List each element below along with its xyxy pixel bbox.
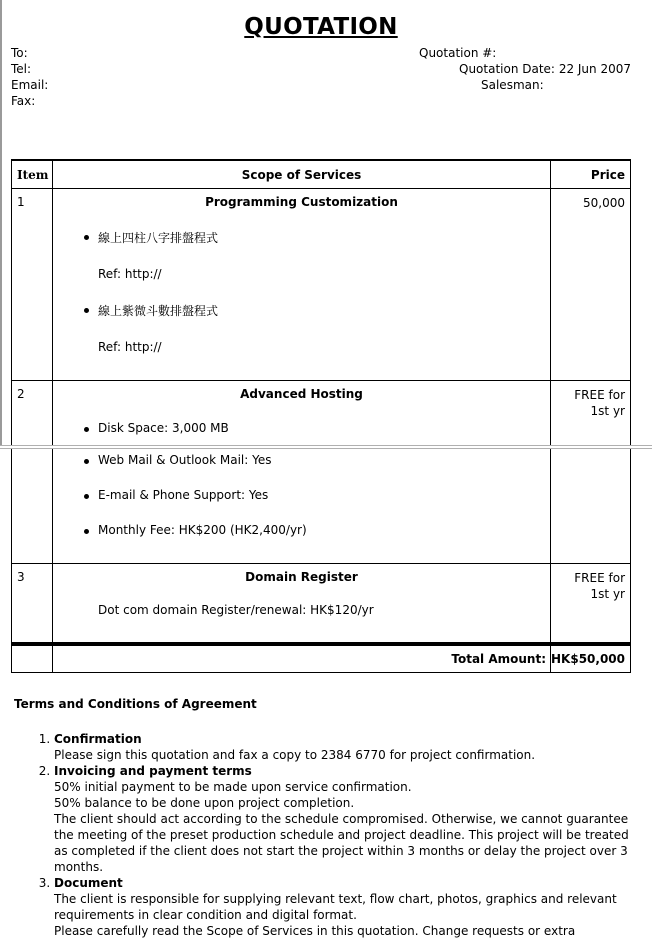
page-left-edge: [0, 0, 2, 446]
header-item: Item: [12, 160, 53, 189]
quotation-number: Quotation #:: [419, 46, 497, 60]
service-title: Programming Customization: [205, 195, 398, 209]
service-ref: Ref: http://: [98, 267, 162, 281]
service-bullet: 線上四柱八字排盤程式: [98, 229, 550, 246]
total-amount: HK$50,000: [551, 644, 631, 673]
client-fax: Fax:: [11, 94, 36, 108]
row-item-number: 1: [12, 189, 53, 381]
term-item: 2. Invoicing and payment terms 50% initial payment to be made upon service confirmation. 50% balance to be done upon project completion. The client should act according to the schedule compromised. Otherwise, we cannot guarantee the meeting of the preset production schedule and project deadline. This project will be treated as completed if the client does not start the project within 3 months or delay the project over 3 months.: [54, 763, 639, 875]
terms-title: Terms and Conditions of Agreement: [14, 697, 257, 711]
client-to: To:: [11, 46, 28, 60]
service-bullet: Disk Space: 3,000 MB: [98, 421, 550, 435]
header-scope: Scope of Services: [53, 160, 551, 189]
service-bullet: Monthly Fee: HK$200 (HK2,400/yr): [98, 523, 550, 537]
header-price: Price: [551, 160, 631, 189]
service-ref: Ref: http://: [98, 340, 162, 354]
row-item-number: 3: [12, 564, 53, 644]
total-empty-cell: [12, 644, 53, 673]
terms-section: [14, 697, 639, 939]
row-price: FREE for 1st yr: [551, 564, 631, 644]
term-item: 1. Confirmation Please sign this quotation and fax a copy to 2384 6770 for project confirmation.: [54, 731, 639, 763]
term-item: 3. Document The client is responsible for supplying relevant text, flow chart, photos, graphics and relevant requirements in clear condition and digital format. Please carefully read the Scope of Services in this quotation. Change requests or extra: [54, 875, 639, 939]
quotation-table: [11, 159, 631, 673]
service-bullet: E-mail & Phone Support: Yes: [98, 488, 550, 502]
row-price: 50,000: [551, 189, 631, 381]
quotation-info: [419, 45, 631, 93]
service-title: Advanced Hosting: [240, 387, 363, 401]
document-title: QUOTATION: [244, 14, 398, 40]
total-row: [12, 644, 631, 673]
table-row: [12, 564, 631, 644]
service-bullet: Web Mail & Outlook Mail: Yes: [98, 453, 550, 467]
salesman: Salesman:: [481, 78, 544, 92]
terms-list: [14, 731, 639, 939]
client-info: [11, 45, 48, 109]
term-heading: 2. Invoicing and payment terms: [54, 764, 252, 778]
client-tel: Tel:: [11, 62, 32, 76]
service-bullet: 線上紫微斗數排盤程式: [98, 302, 550, 319]
page-break-separator: [0, 445, 652, 449]
service-detail: Dot com domain Register/renewal: HK$120/yr: [98, 603, 374, 617]
row-item-number: 2: [12, 381, 53, 564]
row-price: FREE for 1st yr: [551, 381, 631, 564]
table-row: [12, 189, 631, 381]
total-label: Total Amount:: [53, 644, 551, 673]
table-header-row: [12, 160, 631, 189]
row-scope: [53, 189, 551, 381]
client-email: Email:: [11, 78, 49, 92]
service-title: Domain Register: [245, 570, 358, 584]
row-scope: [53, 381, 551, 564]
term-heading: 3. Document: [54, 876, 123, 890]
term-heading: 1. Confirmation: [54, 732, 142, 746]
row-scope: [53, 564, 551, 644]
quotation-date: Quotation Date: 22 Jun 2007: [459, 62, 631, 76]
table-row: [12, 381, 631, 564]
